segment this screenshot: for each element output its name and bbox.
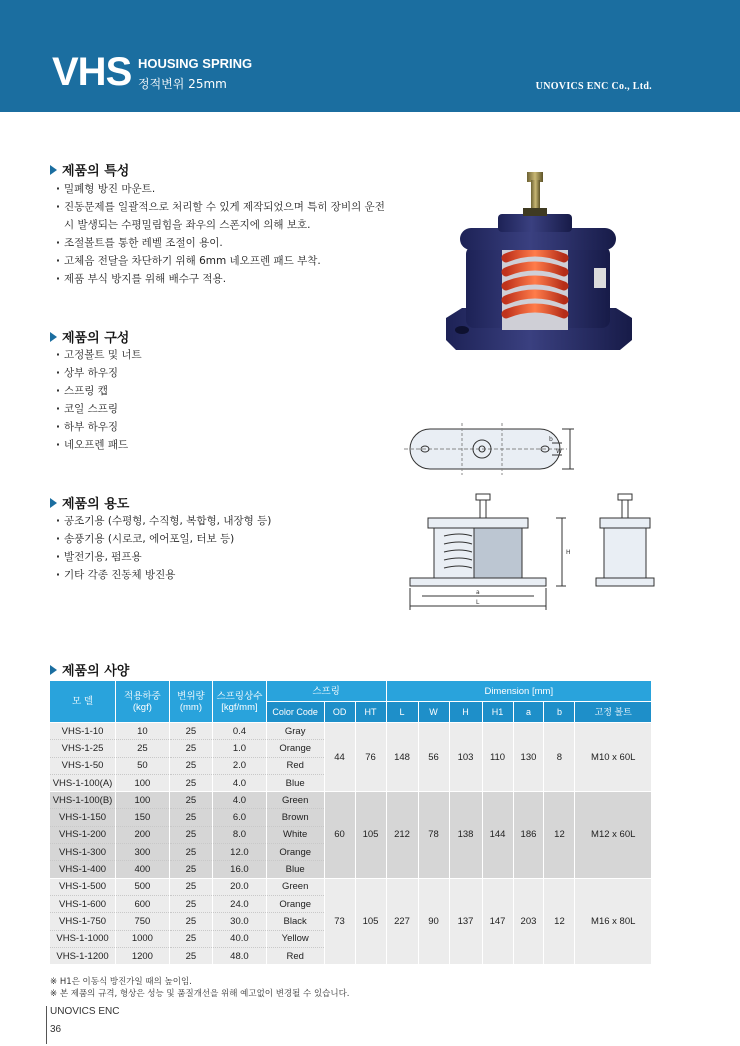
spec-title-text: 제품의 사양 (62, 664, 130, 679)
header-h1: H1 (482, 702, 513, 723)
header-ht: HT (355, 702, 386, 723)
table-row: VHS-1-100(B) 100 25 4.0 Green 60 105 212 78 138 144 186 12 M12 x 60L (50, 792, 652, 809)
table-row: VHS-1-25 25 25 1.0 Orange (50, 740, 652, 757)
table-row: VHS-1-200 200 25 8.0 White (50, 826, 652, 843)
list-item: · 조절볼트를 통한 레벨 조절이 용이. (56, 234, 406, 252)
header-dimension: Dimension [mm] (386, 681, 651, 702)
product-type: HOUSING SPRING (138, 56, 253, 71)
model-name: VHS (52, 50, 132, 94)
dim-label-h: H (566, 549, 571, 556)
table-row: VHS-1-100(A) 100 25 4.0 Blue (50, 774, 652, 791)
header-bolt: 고정 볼트 (575, 702, 652, 723)
composition-list (56, 346, 406, 454)
dim-label-a: a (476, 589, 480, 596)
header-disp: 변위량 (mm) (169, 681, 212, 723)
features-title (50, 160, 129, 179)
table-group-3 (50, 878, 652, 964)
list-item: · 스프링 캡 (56, 382, 406, 400)
table-group-2 (50, 792, 652, 878)
list-item: · 코일 스프링 (56, 400, 406, 418)
page-header (0, 0, 740, 112)
usage-title (50, 493, 129, 512)
section-marker-icon (50, 332, 57, 342)
header-h: H (449, 702, 482, 723)
section-marker-icon (50, 498, 57, 508)
table-row: VHS-1-10 10 25 0.4 Gray 44 76 148 56 103 110 130 8 M10 x 60L (50, 723, 652, 740)
header-model: 모 델 (50, 681, 116, 723)
header-b: b (544, 702, 575, 723)
features-title-text: 제품의 특성 (62, 164, 130, 179)
list-item: · 공조기용 (수평형, 수직형, 복합형, 내장형 등) (56, 512, 406, 530)
table-row: VHS-1-150 150 25 6.0 Brown (50, 809, 652, 826)
usage-title-text: 제품의 용도 (62, 497, 130, 512)
note-disclaimer: ※ 본 제품의 규격, 형상은 성능 및 품질개선을 위해 예고없이 변경될 수 있습니다. (50, 989, 350, 999)
composition-title (50, 327, 129, 346)
header-color: Color Code (266, 702, 324, 723)
composition-title-text: 제품의 구성 (62, 331, 130, 346)
footer-divider (46, 1006, 47, 1044)
dim-label-b: b (549, 436, 553, 443)
list-item: · 송풍기용 (시로코, 에어포일, 터보 등) (56, 530, 406, 548)
list-item: · 하부 하우징 (56, 418, 406, 436)
header-w: W (418, 702, 449, 723)
dim-label-w: W (556, 448, 562, 455)
header-rate: 스프링상수 [kgf/mm] (213, 681, 267, 723)
product-subtitle: 정적변위 25mm (138, 77, 227, 91)
table-group-1 (50, 723, 652, 792)
front-view-drawing (400, 488, 580, 613)
features-list (56, 180, 406, 288)
company-name: UNOVICS ENC Co., Ltd. (535, 81, 652, 92)
spec-table (49, 680, 652, 965)
list-item: · 밀폐형 방진 마운트. (56, 180, 406, 198)
table-row: VHS-1-400 400 25 16.0 Blue (50, 861, 652, 878)
list-item: · 고체음 전달을 차단하기 위해 6mm 네오프렌 패드 부착. (56, 252, 406, 270)
dim-label-l: L (476, 599, 480, 606)
list-item: · 상부 하우징 (56, 364, 406, 382)
list-item: · 진동문제를 일괄적으로 처리할 수 있게 제작되었으며 특히 장비의 운전 시 발생되는 수평밀림힘을 좌우의 스폰지에 의해 보호. (56, 198, 406, 234)
side-view-drawing (592, 488, 662, 588)
note-h1: ※ H1은 이동식 방진가일 때의 높이임. (50, 977, 192, 987)
table-row: VHS-1-1000 1000 25 40.0 Yellow (50, 930, 652, 947)
spec-title (50, 660, 129, 679)
usage-list (56, 512, 406, 584)
table-row: VHS-1-50 50 25 2.0 Red (50, 757, 652, 774)
table-row: VHS-1-300 300 25 12.0 Orange (50, 844, 652, 861)
table-row: VHS-1-600 600 25 24.0 Orange (50, 895, 652, 912)
header-a: a (513, 702, 544, 723)
table-row: VHS-1-1200 1200 25 48.0 Red (50, 947, 652, 964)
list-item: · 발전기용, 펌프용 (56, 548, 406, 566)
header-load: 적용하중 (kgf) (116, 681, 170, 723)
product-photo (440, 168, 636, 354)
table-row: VHS-1-750 750 25 30.0 Black (50, 913, 652, 930)
page-number: 36 (50, 1024, 62, 1035)
section-marker-icon (50, 665, 57, 675)
header-od: OD (324, 702, 355, 723)
header-spring: 스프링 (266, 681, 386, 702)
list-item: · 네오프렌 패드 (56, 436, 406, 454)
table-row: VHS-1-500 500 25 20.0 Green 73 105 227 90 137 147 203 12 M16 x 80L (50, 878, 652, 895)
list-item: · 고정볼트 및 너트 (56, 346, 406, 364)
section-marker-icon (50, 165, 57, 175)
footer-company: UNOVICS ENC (50, 1006, 120, 1017)
list-item: · 제품 부식 방지를 위해 배수구 적용. (56, 270, 406, 288)
header-l: L (386, 702, 418, 723)
top-view-drawing (402, 415, 582, 485)
list-item: · 기타 각종 진동체 방진용 (56, 566, 406, 584)
